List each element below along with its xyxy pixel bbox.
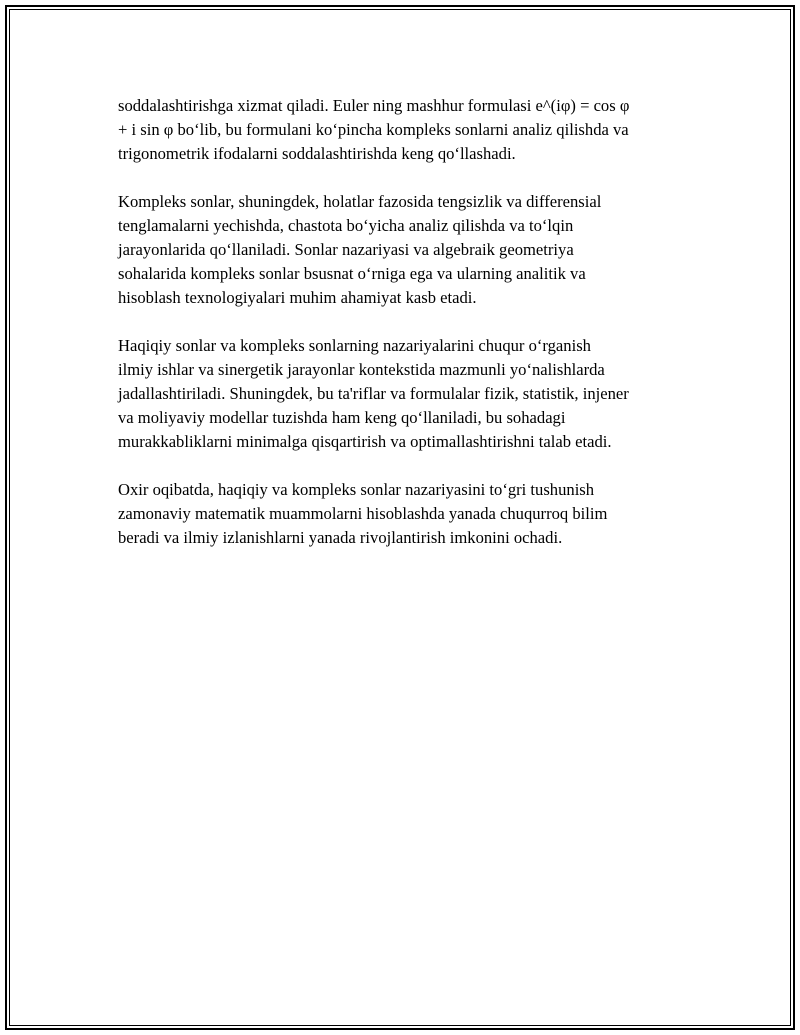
text-line: jadallashtiriladi. Shuningdek, bu ta'riflar va formulalar fizik, statistik, injener [118,384,629,403]
text-line: Oxir oqibatda, haqiqiy va kompleks sonlar nazariyasini to‘gri tushunish [118,480,595,499]
text-line: murakkabliklarni minimalga qisqartirish va optimallashtirishni talab etadi. [118,432,612,451]
text-line: hisoblash texnologiyalari muhim ahamiyat kasb etadi. [118,288,477,307]
text-line: ilmiy ishlar va sinergetik jarayonlar kontekstida mazmunli yo‘nalishlarda [118,360,605,379]
text-line: jarayonlarida qo‘llaniladi. Sonlar nazariyasi va algebraik geometriya [118,240,574,259]
paragraph [118,190,686,310]
text-line: va moliyaviy modellar tuzishda ham keng qo‘llaniladi, bu sohadagi [118,408,566,427]
paragraph [118,478,686,550]
text-line: trigonometrik ifodalarni soddalashtirishda keng qo‘llashadi. [118,144,516,163]
paragraph [118,334,686,454]
text-line: Haqiqiy sonlar va kompleks sonlarning nazariyalarini chuqur o‘rganish [118,336,591,355]
text-line: + i sin φ bo‘lib, bu formulani ko‘pincha kompleks sonlarni analiz qilishda va [118,120,629,139]
text-line: Kompleks sonlar, shuningdek, holatlar fazosida tengsizlik va differensial [118,192,602,211]
paragraph [118,94,686,166]
text-line: soddalashtirishga xizmat qiladi. Euler ning mashhur formulasi e^(iφ) = cos φ [118,96,630,115]
text-line: sohalarida kompleks sonlar bsusnat o‘rniga ega va ularning analitik va [118,264,586,283]
text-line: beradi va ilmiy izlanishlarni yanada rivojlantirish imkonini ochadi. [118,528,563,547]
text-line: zamonaviy matematik muammolarni hisoblashda yanada chuqurroq bilim [118,504,608,523]
text-line: tenglamalarni yechishda, chastota bo‘yicha analiz qilishda va to‘lqin [118,216,574,235]
document-body [118,94,686,574]
